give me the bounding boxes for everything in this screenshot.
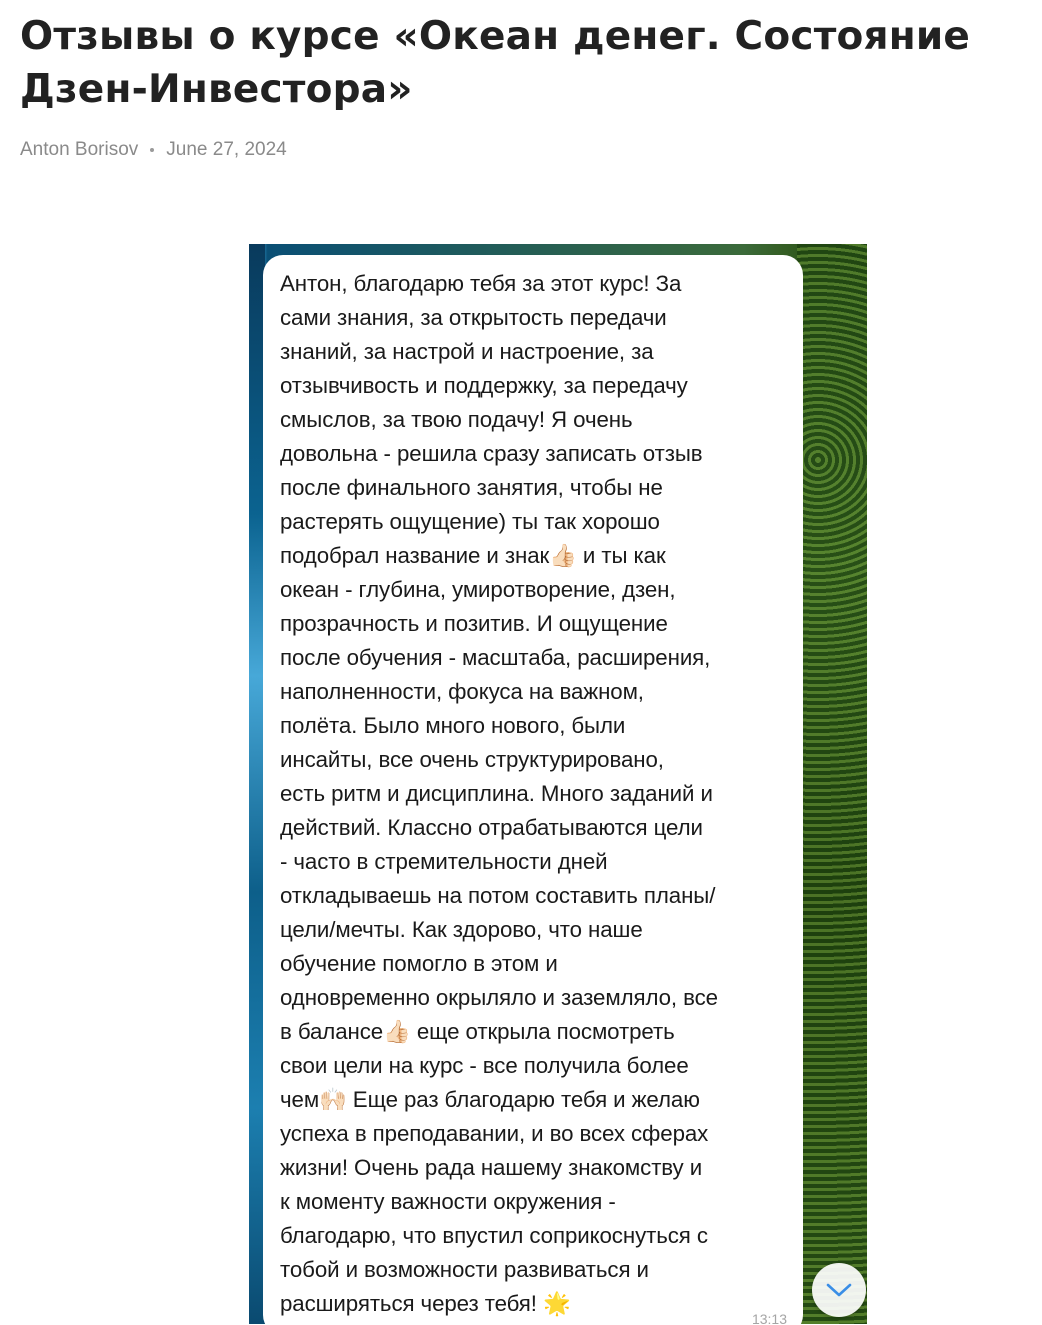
page-title: Отзывы о курсе «Океан денег. Состояние Дзен-Инвестора» [20,14,971,112]
author-link[interactable]: Anton Borisov [20,139,139,160]
post-meta [20,139,287,161]
message-text: Антон, благодарю тебя за этот курс! За сами знания, за открытость передачи знаний, за настрой и настроение, за отзывчивость и поддержку, за передачу смыслов, за твою подачу! Я очень довольна - решила сразу записать отзыв после финального занятия, чтобы не растерять ощущение) ты так хорошо подобрал название и знак👍🏻 и ты как океан - глубина, умиротворение, дзен, прозрачность и позитив. И ощущение после обучения - масштаба, расширения, наполненности, фокуса на важном, полёта. Было много нового, были инсайты, все очень структурировано, есть ритм и дисциплина. Много заданий и действий. Классно отрабатываются цели - часто в стремительности дней откладываешь на потом составить планы/ цели/мечты. Как здорово, что наше обучение помогло в этом и одновременно окрыляло и заземляло, все в балансе👍🏻 еще открыла посмотреть свои цели на курс - все получила более чем🙌🏻 Еще раз благодарю тебя и желаю успеха в преподавании, и во всех сферах жизни! Очень рада нашему знакомству и к моменту важности окружения - благодарю, что впустил соприкоснуться с тобой и возможности развиваться и расширяться через тебя! 🌟 [280,271,718,1316]
scroll-down-button[interactable] [812,1263,866,1317]
post-date: June 27, 2024 [166,139,287,160]
message-bubble [263,255,803,1324]
meta-separator [150,148,154,152]
forest-background [797,244,867,1324]
message-timestamp: 13:13 [751,1311,787,1324]
chat-screenshot-image [249,244,867,1324]
chevron-down-icon [826,1282,852,1298]
